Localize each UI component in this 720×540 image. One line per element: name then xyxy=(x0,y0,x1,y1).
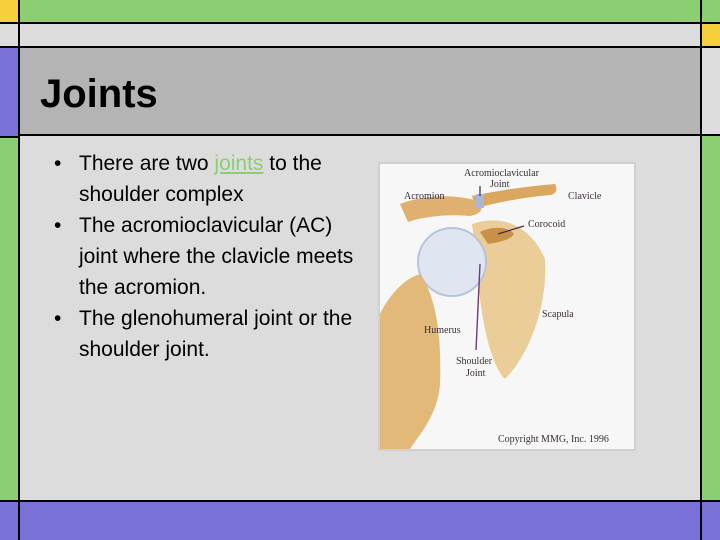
bullet-symbol: • xyxy=(54,307,62,330)
top-bar xyxy=(20,0,700,22)
label-copyright: Copyright MMG, Inc. 1996 xyxy=(498,434,609,445)
ac-joint-marker xyxy=(476,194,484,208)
bullet-symbol: • xyxy=(54,152,62,175)
corner-accent xyxy=(0,0,18,22)
label-acromioclavicular: Acromioclavicular xyxy=(464,168,539,179)
slide-title: Joints xyxy=(40,72,158,116)
shoulder-illustration xyxy=(380,164,634,449)
bullet-item: • The glenohumeral joint or the shoulder joint. xyxy=(52,303,370,365)
right-edge-block xyxy=(702,48,720,134)
joints-link[interactable]: joints xyxy=(214,152,264,175)
bullet-symbol: • xyxy=(54,214,62,237)
label-acromion: Acromion xyxy=(404,191,445,202)
left-side-bar xyxy=(0,138,18,500)
bullet-item: • The acromioclavicular (AC) joint where the clavicle meets the acromion. xyxy=(52,210,370,303)
clavicle-shape xyxy=(472,184,556,208)
top-right-block xyxy=(702,0,720,22)
label-humerus: Humerus xyxy=(424,325,461,336)
bullet-item: • There are two joints to the shoulder complex xyxy=(52,148,370,210)
label-shoulder-joint: Joint xyxy=(466,368,486,379)
left-top-block xyxy=(0,24,18,46)
label-coracoid: Corocoid xyxy=(528,219,566,230)
bullet-list xyxy=(52,148,370,365)
right-top-accent xyxy=(702,24,720,46)
label-scapula: Scapula xyxy=(542,309,574,320)
right-side-bar xyxy=(702,136,720,500)
bottom-bar xyxy=(20,502,700,540)
label-ac-joint: Joint xyxy=(490,179,510,190)
bottom-left-block xyxy=(0,502,18,540)
left-edge-block xyxy=(0,48,18,136)
bottom-right-block xyxy=(702,502,720,540)
subtitle-strip xyxy=(20,24,700,46)
label-shoulder: Shoulder xyxy=(456,356,493,367)
humeral-head xyxy=(418,228,486,296)
shoulder-anatomy-figure xyxy=(378,162,636,451)
humerus-shape xyxy=(380,274,440,449)
label-clavicle: Clavicle xyxy=(568,191,602,202)
